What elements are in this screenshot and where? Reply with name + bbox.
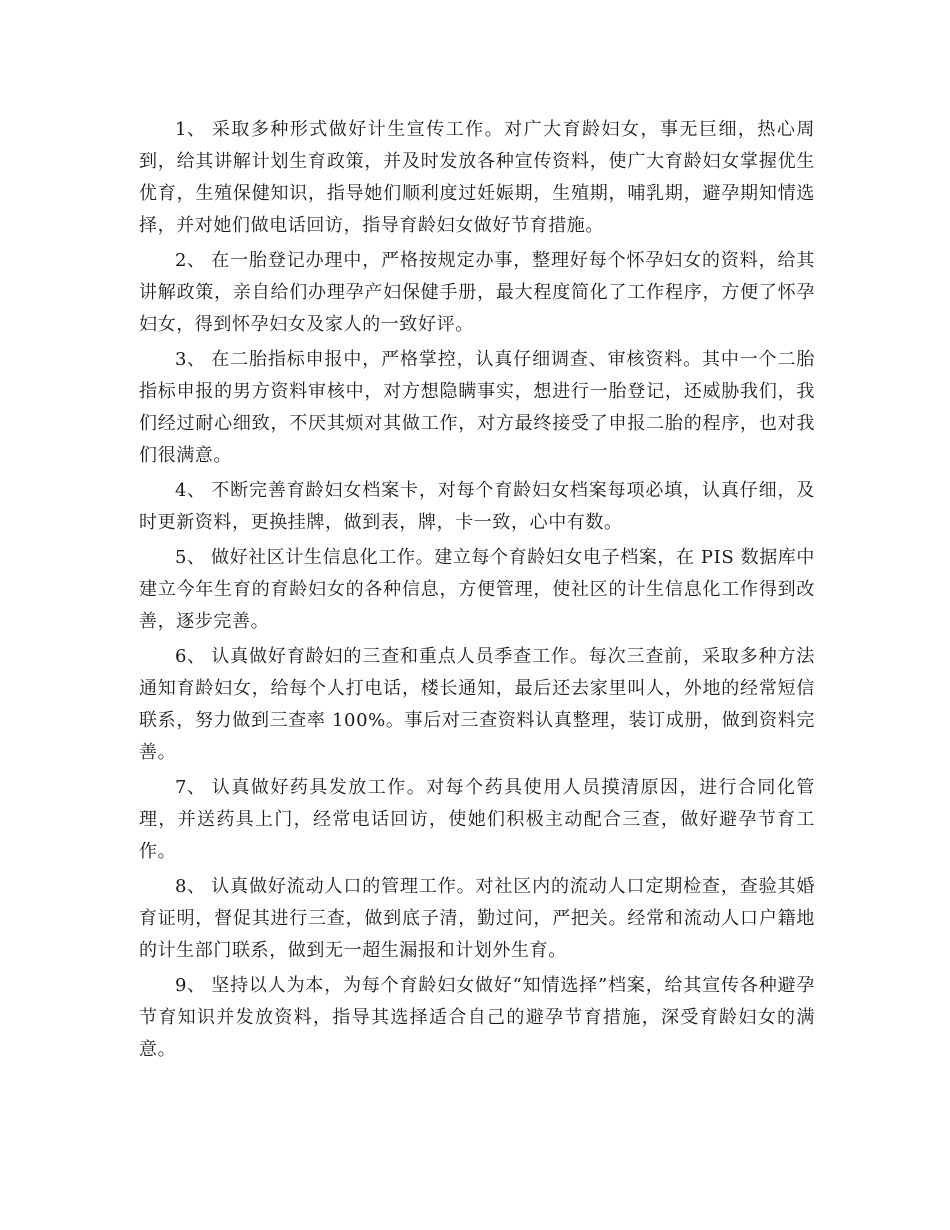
item-number: 9、 xyxy=(175,975,206,996)
item-number: 8、 xyxy=(175,876,206,897)
item-text: 认真做好流动人口的管理工作。对社区内的流动人口定期检查，查验其婚育证明，督促其进行三查，做到底子清，勤过问，严把关。经常和流动人口户籍地的计生部门联系，做到无一超生漏报和计划外生育。 xyxy=(139,876,815,961)
item-text: 坚持以人为本，为每个育龄妇女做好“知情选择”档案，给其宣传各种避孕节育知识并发放资料，指导其选择适合自己的避孕节育措施，深受育龄妇女的满意。 xyxy=(139,975,815,1060)
list-item xyxy=(139,542,815,638)
item-text: 认真做好药具发放工作。对每个药具使用人员摸清原因，进行合同化管理，并送药具上门，经常电话回访，使她们积极主动配合三查，做好避孕节育工作。 xyxy=(139,777,815,862)
item-text: 认真做好育龄妇的三查和重点人员季查工作。每次三查前，采取多种方法通知育龄妇女，给每个人打电话，楼长通知，最后还去家里叫人，外地的经常短信联系，努力做到三查率 100%。事后对三查资料认真整理，装订成册，做到资料完善。 xyxy=(139,646,815,763)
item-number: 1、 xyxy=(175,119,206,140)
item-text: 在二胎指标申报中，严格掌控，认真仔细调查、审核资料。其中一个二胎指标申报的男方资料审核中，对方想隐瞒事实，想进行一胎登记，还威胁我们，我们经过耐心细致，不厌其烦对其做工作，对方最终接受了申报二胎的程序，也对我们很满意。 xyxy=(139,349,815,466)
item-number: 6、 xyxy=(175,646,206,667)
item-number: 4、 xyxy=(175,480,206,501)
item-text: 做好社区计生信息化工作。建立每个育龄妇女电子档案，在 PIS 数据库中建立今年生育的育龄妇女的各种信息，方便管理，使社区的计生信息化工作得到改善，逐步完善。 xyxy=(139,547,815,632)
list-item xyxy=(139,772,815,868)
item-number: 2、 xyxy=(175,250,206,271)
list-item xyxy=(139,475,815,539)
list-item xyxy=(139,641,815,769)
list-item xyxy=(139,970,815,1066)
item-text: 采取多种形式做好计生宣传工作。对广大育龄妇女，事无巨细，热心周到，给其讲解计划生育政策，并及时发放各种宣传资料，使广大育龄妇女掌握优生优育，生殖保健知识，指导她们顺利度过妊娠期，生殖期，哺乳期，避孕期知情选择，并对她们做电话回访，指导育龄妇女做好节育措施。 xyxy=(139,119,815,236)
list-item xyxy=(139,344,815,472)
item-text: 在一胎登记办理中，严格按规定办事，整理好每个怀孕妇女的资料，给其讲解政策，亲自给们办理孕产妇保健手册，最大程度简化了工作程序，方便了怀孕妇女，得到怀孕妇女及家人的一致好评。 xyxy=(139,250,815,335)
list-item xyxy=(139,871,815,967)
item-text: 不断完善育龄妇女档案卡，对每个育龄妇女档案每项必填，认真仔细，及时更新资料，更换挂牌，做到表，牌，卡一致，心中有数。 xyxy=(139,480,815,533)
list-item xyxy=(139,245,815,341)
document-body xyxy=(139,114,815,1069)
item-number: 7、 xyxy=(175,777,206,798)
item-number: 3、 xyxy=(175,349,206,370)
list-item xyxy=(139,114,815,242)
item-number: 5、 xyxy=(175,547,206,568)
